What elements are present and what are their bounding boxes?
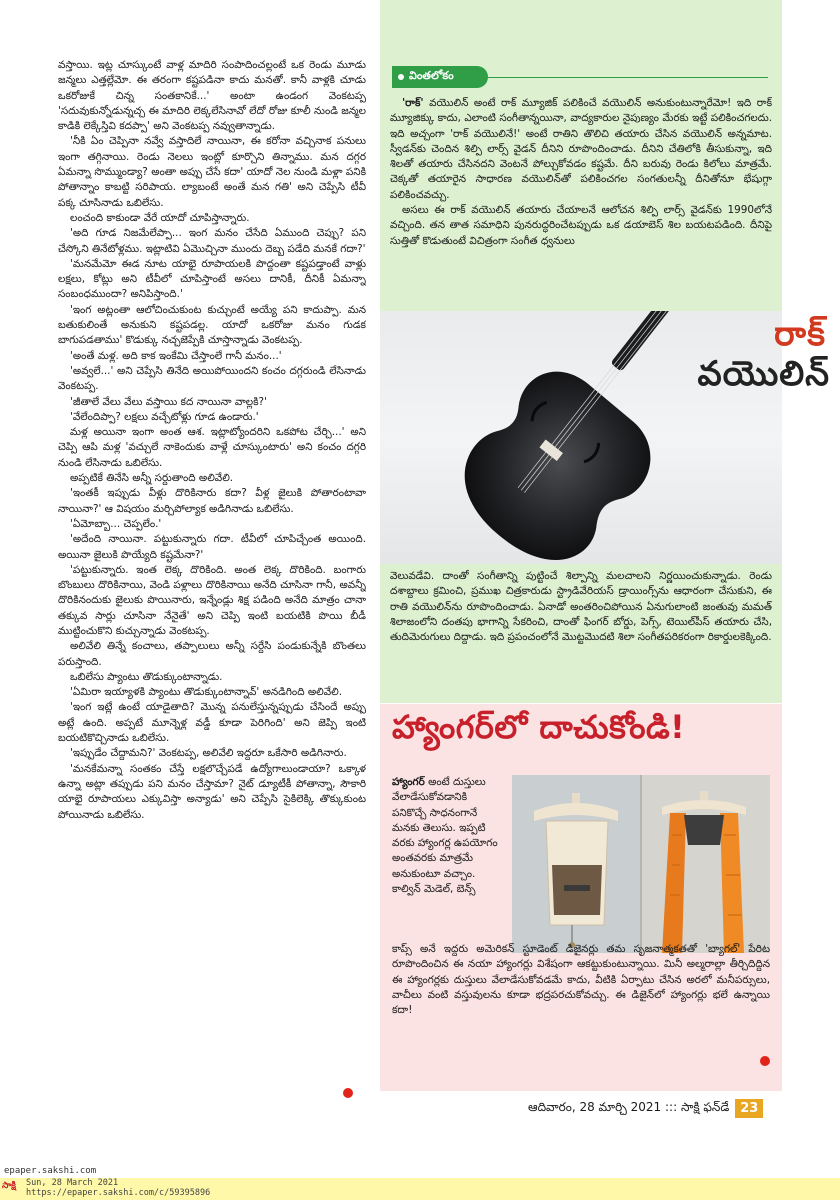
page-number: 23 bbox=[735, 1099, 763, 1118]
hanger-paragraph-1 bbox=[392, 775, 502, 897]
story-paragraph: 'ఇంతకీ ఇప్పుడు వీళ్లు దొరికినారు కదా? వీళ్ల జైలుకి పోతారంటావా నాయినా?' ఆ విషయం మర్చిపోల్యాక అడిగినాడు ఒబిలేసు. bbox=[58, 487, 366, 515]
epaper-meta bbox=[26, 1179, 210, 1198]
story-paragraph: వస్తాయి. ఇట్ల చూస్కుంటే వాళ్ల మాదిరి సంపాదించల్లంటే ఒక రెండు మూడు జన్మలు ఎత్తల్లేమో. ఈ తరంగా కష్టపడినా కాదు మనతో. కానీ వాళ్లకి చూడు ఒకరోజుకే చిన్న సంతకానికే...' అంటా ఉండంగ వెంకటప్ప 'సదువుకున్నోడున్నచ్చ ఈ మాదిరి లెక్కలేసినావో లేదో రోజు కూలీ నుండి జన్మల కాడికి లెక్కేస్తివి కదప్పా' అని వెంకటప్ప నవ్వుతాన్నాడు. bbox=[58, 59, 366, 133]
rock-violin-paragraph-1 bbox=[390, 96, 772, 203]
hanger-end-marker bbox=[760, 1056, 770, 1066]
hanger-intro bbox=[392, 775, 502, 945]
hanger-photo bbox=[512, 775, 770, 953]
story-paragraph: 'పట్టుకున్నారు. ఇంత లెక్క దొరికింది. అంత లెక్క దొరికింది. బంగారు బొంబులు దొరికినాయి, వెండి పళ్లాలు దొరికినాయి అనేది చూసినా గానీ, అవన్నీ దొరికినందుకు జైలుకు పొయినారు, ఇన్నేండ్లు శిక్ష పడింది అనేది మాత్రం చానా తక్కువ సార్లు చూసినా నేనైతే' అని చెప్పి ఇంటి బయటికి పొయి బీడీ ముట్టించుకొని కుచ్చున్నాడు వెంకటప్ప. bbox=[58, 563, 366, 637]
rock-violin-intro bbox=[390, 96, 772, 308]
brand-logo: సాక్షి bbox=[2, 1181, 16, 1191]
section-tag bbox=[392, 66, 488, 88]
story-paragraph: 'నీకి ఏం చెప్పినా నవ్వే వస్తాదిలే నాయినా, ఈ కరోనా వచ్చినాక పనులు ఇంగా తగ్గినాయి. రెండు నెలలు ఇంట్లో కూర్చొని తిన్నాము. మన దగ్గర ఏమన్నా సొమ్ముండ్యా? అంతా అప్పు చేసే కదా' యాదో నెల నుండి మళ్లా పనికి పోతాన్నాం కాబట్టి సరిపాయ. ల్యాబంటే అంతే మన గతి' అని చెప్పేసి టీవీ పక్క చూసినాడు ఒబిలేసు. bbox=[58, 135, 366, 209]
site-url[interactable]: epaper.sakshi.com bbox=[4, 1166, 97, 1176]
section-tag-label: వింతలోకం bbox=[409, 69, 454, 82]
violin-photo bbox=[380, 311, 782, 564]
rock-violin-paragraph-3: వెలువడేవి. దాంతో సంగీతాన్ని పుట్టించే శిల్పాన్ని మలచాలని నిర్ణయించుకున్నాడు. రెండు దశాబ్దాలు క్రమించి, ప్రముఖ చిత్రకారుడు స్ట్రాడివేరియస్ డ్రాయింగ్స్‌ను ఆధారంగా చేసుకుని, ఈ రాతి వయొలిన్‌ను రూపొందించాడు. ఏనాడో అంతరించిపోయిన ఏనుగులాంటి జంతువు మమత్ శిలాజంలోని దంతపు భాగాన్ని సేకరించి, దాంతో ఫింగర్ బోర్డు, పెగ్స్, టెయిల్‌పీస్ తయారు చేసి, తుదిమెరుగులు దిద్దాడు. ఇది ప్రపంచంలోనే మొట్టమొదటి శిలా సంగీతపరికరంగా రికార్డులకెక్కింది. bbox=[390, 570, 772, 644]
hanger-headline: హ్యాంగర్‌లో దాచుకోండి! bbox=[392, 708, 686, 746]
story-paragraph: 'జీతాలే వేలు వేలు వస్తాయి కద నాయినా వాల్లకి?' bbox=[70, 395, 267, 408]
hanger-paragraph-2: కాప్స్ అనే ఇద్దరు అమెరికన్ స్టూడెంట్ డిజైనర్లు తమ సృజనాత్మకతతో 'బ్యాగల్' పేరిట రూపొందించిన ఈ నయా హ్యాంగర్లు విశేషంగా ఆకట్టుకుంటున్నాయి. మినీ అల్మరాల్లా తీర్చిదిద్దిన ఈ హ్యాంగర్లకు దుస్తులు వేలాడేసుకోవడమే కాదు, వీటికి ఏర్పాటు చేసిన అరలో మనీపర్సులు, వాచీలు వంటి వస్తువులను కూడా భద్రపరచుకోవచ్చు. ఈ డిజైన్‌లో హ్యాంగర్లు భలే ఉన్నాయి కదా! bbox=[392, 943, 770, 1017]
page-footer bbox=[528, 1099, 763, 1118]
story-paragraph: లంచంది కాకుండా వేరే యాదో చూపిస్తాన్నారు. bbox=[70, 211, 250, 224]
hanger-lead: హ్యాంగర్ bbox=[392, 776, 425, 788]
hanger-paragraph-1-text: అంటే దుస్తులు వేలాడేసుకోవడానికి పనికొచ్చే సాధనంగానే మనకు తెలుసు. ఇప్పటి వరకు హ్యాంగర్ల ఉపయోగం అంతవరకు మాత్రమే అనుకుంటూ వచ్చాం. కాల్విన్ మెడెల్, బెన్స్ bbox=[392, 776, 498, 896]
story-paragraph: అలివేలి తిన్నే కంచాలు, తప్పాలులు అన్నీ సర్దేసి పండుకున్నేకి బొంతలు పరుస్తాంది. bbox=[58, 640, 366, 668]
violin-image-title-line1: రాక్ bbox=[774, 314, 826, 354]
rock-violin-lead: 'రాక్' bbox=[402, 97, 424, 109]
story-paragraph: 'అంతే మళ్ల. అది కాక ఇంకేమి చేస్తాంలే గానీ మనం...' bbox=[70, 349, 282, 362]
story-paragraph: ఒబిలేసు ప్యాంటు తొడుక్కుంటాన్నాడు. bbox=[70, 670, 223, 683]
story-paragraph: అప్పటికే తినేసి అన్నీ సర్దుతాంది అలివేలి. bbox=[70, 472, 234, 485]
story-paragraph: మళ్ల అయినా ఇంగా అంత ఆశ. ఇట్లాట్యోందరిని ఒకపోట చేర్చి...' అని చెప్పి ఆపి మళ్ల 'వచ్చులే నాకెందుకు వాళ్లే చూస్కుంటారు' అని కంచం దగ్గరి నుండి లేసినాడు ఒబిలేసు. bbox=[58, 426, 366, 469]
hanger-illustration bbox=[512, 775, 770, 953]
story-end-marker bbox=[343, 1088, 353, 1098]
violin-illustration bbox=[380, 311, 782, 564]
meta-date: Sun, 28 March 2021 bbox=[26, 1178, 119, 1188]
story-paragraph: 'అది గూడ నిజమేలేప్పా... ఇంగ మనం చేసేది ఏముంది చెప్పు? పని చేస్కోని తినేటోళ్లము. ఇట్లాటివి ఏమొచ్చినా ముందు దెబ్బ పడేది మనకే గదా?' bbox=[58, 227, 366, 255]
story-paragraph: 'ఏమోబ్బా... చెప్పలేం.' bbox=[70, 517, 162, 530]
rock-violin-paragraph-2: అసలు ఈ రాక్ వయొలిన్ తయారు చేయాలనే ఆలోచన శిల్పి లార్స్ వైడన్‌కు 1990లోనే వచ్చింది. తన తాత సమాధిని పునరుద్ధరించేటప్పుడు ఒక డయాబెస్ శిల బయటపడింది. దీనిపై సుత్తితో కొడుతుంటే విచిత్రంగా సంగీత ధ్వనులు bbox=[390, 204, 772, 247]
section-tag-rule bbox=[488, 77, 768, 78]
story-paragraph: 'ఇంగ ఇట్లే ఉంటే యాడైతాది? మొన్న పనులేస్తున్నప్పుడు చేసిందే అప్పు అట్లే ఉంది. అప్పటే మూన్నెళ్ల వడ్డీ కూడా పెరిగింది' అని జెప్పి ఇంటి బయటికొచ్చినాడు ఒబిలేసు. bbox=[58, 701, 366, 745]
rock-violin-continuation bbox=[390, 569, 772, 695]
meta-url[interactable]: https://epaper.sakshi.com/c/59395896 bbox=[26, 1187, 211, 1198]
story-paragraph: 'ఏమిరా ఇయ్యాళకి ప్యాంటు తొడుక్కుంటాన్నావ్' అనడిగింది అలివేలి. bbox=[70, 686, 343, 699]
story-paragraph: 'మనకేమన్నా సంతకం చేస్తే లక్షలొచ్చేపడే ఉద్యోగాలుండాయా? ఒక్కాళ ఉన్నా అట్లా తప్పుడు పని మనం చేస్తామా? నైట్ డ్యూటీకీ పోతాన్నా, సౌకారి యాభై రూపాయలు ఎక్కువిస్తా అన్యాడు' అని చెప్పేసి సైకిలెక్కి తొక్కుకుంట పోయినాడు ఒబిలేసు. bbox=[58, 762, 366, 821]
story-paragraph: 'ఇంగ అట్లంతా ఆలోచించుకుంట కుచ్చుంటే అయ్యే పని కాదుప్పా. మన బతుకులింతే అనుకుని కష్టపడల్ల. యాదో ఒకరోజు మనం గుడక బాగుపడతాము' కొడుక్కు నచ్చజెప్పేకి చూస్తాన్నాడు వెంకటప్ప. bbox=[58, 303, 366, 347]
story-paragraph: 'వేలేందిప్పా? లక్షలు వచ్చేటోళ్లు గూడ ఉండారు.' bbox=[70, 410, 259, 423]
story-column bbox=[58, 58, 366, 1098]
story-paragraph: 'ఇప్పుడేం చేద్దామని?' వెంకటప్ప, అలివేలి ఇద్దరూ ఒకేసారి అడిగినారు. bbox=[70, 747, 347, 760]
story-paragraph: 'మనమేమో ఈడ నూట యాభై రూపాయలకి పొద్దంతా కష్టపడ్తాంటే వాళ్లు లక్షలు, కోట్లు అని టీవీలో చూపిస్తాంటే అసలు దానికీ, దీనికీ ఏమన్నా సంబంధముందా? అనిపిస్తాంది.' bbox=[58, 257, 366, 301]
story-paragraph: 'అదేంది నాయినా. పట్టుకున్నారు గదా. టీవీలో చూపిచ్చేంత అయింది. అయినా జైలుకి పొయ్యేది కష్టమేనా?' bbox=[58, 533, 366, 561]
hanger-body bbox=[392, 942, 770, 1058]
footer-date-line: ఆదివారం, 28 మార్చి 2021 ::: సాక్షి ఫన్‌డే bbox=[528, 1100, 730, 1114]
story-paragraph: 'అవ్వలే...' అని చెప్పేసి తినేది అయిపోయిందని కంచం దగ్గరుండి లేసినాడు వెంకటప్ప. bbox=[58, 364, 366, 393]
rock-violin-paragraph-1-text: వయొలిన్ అంటే రాక్ మ్యూజిక్ పలికించే వయొలిన్ అనుకుంటున్నారేమో! ఇది రాక్ మ్యూజిక్కు కాదు, ఎలాంటి సంగీతాన్నయినా, వాద్యకారుల నైపుణ్యం మేరకు ఇట్టే పలికించగలదు. ఇది అచ్చంగా 'రాక్ వయొలినే!' అంటే రాతిని తొలిచి తయారు చేసిన వయొలిన్ అన్నమాట. స్వీడన్‌కు చెందిన శిల్పి లార్స్ వైడన్ దీనిని రూపొందించాడు. దీనిని చేతిలోకి తీసుకున్నా, ఇది శిలతో తయారు చేసినదని వెంటనే పోల్చుకోవడం కష్టమే. దీని బరువు రెండు కిలోలు మాత్రమే. చెక్కతో తయారైన సాధారణ వయొలిన్‌తో పలికించగల సంగతులన్నీ దీనితోనూ భేషుగ్గా పలికించవచ్చు. bbox=[390, 97, 772, 201]
violin-image-title-line2: వయొలిన్ bbox=[697, 354, 830, 394]
tag-bullet-icon bbox=[398, 74, 404, 80]
